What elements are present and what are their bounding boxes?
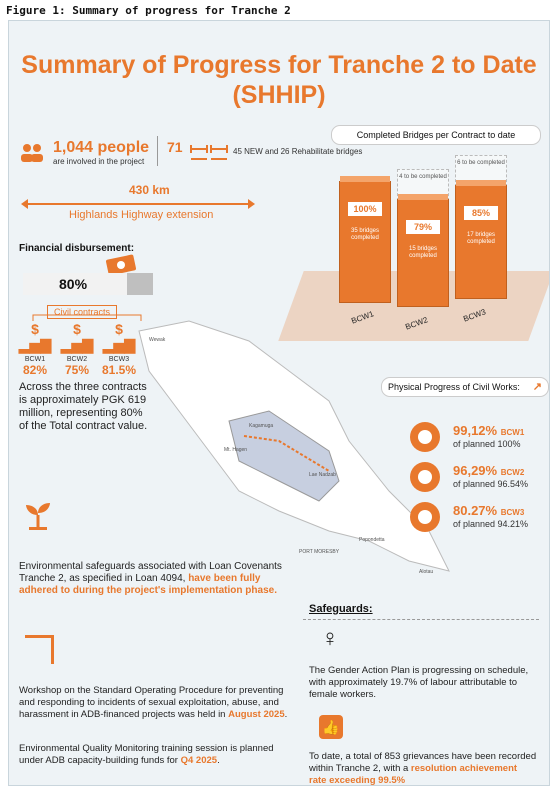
- contract-bcw3: $ ▂▅▇ BCW3 81.5%: [99, 321, 139, 377]
- svg-text:Mt. Hagen: Mt. Hagen: [224, 447, 248, 453]
- bridges-chart-title: Completed Bridges per Contract to date: [331, 125, 541, 145]
- financial-text: Across the three contracts is approximately PGK 619 million, representing 80% of the Total contract value.: [19, 381, 148, 432]
- training-text: Environmental Quality Monitoring training session is planned under ADB capacity-building funds for Q4 2025.: [19, 743, 274, 766]
- highway-km: 430 km: [129, 183, 170, 197]
- png-map: [129, 311, 459, 601]
- bcw2-bar: 79% 15 bridges completed: [397, 199, 449, 307]
- main-title: Summary of Progress for Tranche 2 to Date: [21, 51, 537, 79]
- bridges-count: 71: [167, 139, 183, 155]
- grievance-text: To date, a total of 853 grievances have been recorded within Tranche 2, with a resolution achievement rate exceeding 99.5%: [309, 751, 537, 786]
- safeguards-heading: Safeguards:: [309, 603, 373, 615]
- environment-text: Environmental safeguards associated with Loan Covenants Tranche 2, as specified in Loan 4094, have been fully adhered to during the project's implementation phase.: [19, 561, 282, 596]
- presentation-icon: [25, 635, 54, 664]
- bcw3-bar: 85% 17 bridges completed: [455, 185, 507, 299]
- svg-text:Lae Nadzab: Lae Nadzab: [309, 472, 336, 478]
- people-count: 1,044 people: [53, 139, 150, 156]
- svg-text:Kagamuga: Kagamuga: [249, 423, 274, 429]
- divider: [157, 136, 158, 166]
- bar-chart-icon: $ ▂▅▇: [60, 321, 94, 353]
- financial-progress-bar: [23, 273, 153, 295]
- bcw3-label: BCW3: [462, 307, 487, 324]
- people-icon: [19, 143, 45, 163]
- divider: [303, 619, 539, 621]
- civil-contracts-label: Civil contracts: [47, 305, 117, 319]
- infographic-panel: Summary of Progress for Tranche 2 to Date (SHHIP) 1,044 people are involved in the project 71 45 NEW and 26 Rehabilitate bridges 430 km Highlands Highway extension Financial disbursement: 80% Civil contracts $ ▂▅▇ BCW1 82% $ ▂▅▇ BCW2 75% $ ▂▅▇ BCW3 81.5% Across the three contracts is approximately PGK 619 million, representing 80% of the Total contract value. Completed Bridges per Contract to date 4 to be completed 6 to be completed 100% 35 bridges completed 79% 15 bridges completed 85% 17 bridges completed BCW1 BCW2 BCW3 Wewak Kagamuga Mt. Hagen Lae Nadzab PORT MORESBY Popondetta Alotau Physical Progress of Civil Works: ↗ 99,12% BCW1 of planned 100% 96,29% BCW2 of planned 96.54% 80.27% BCW3 of planned 94.21% Environmental safeguards associated with Loan Covenants Tranche 2, as specified in Loan 4094, have been fully adhered to during the project's implementation phase. Workshop on the Standard Operating Procedure for preventing and responding to incidents of sexual exploitation, abuse, and harassment in ADB-financed projects was held in August 2025. Environmental Quality Monitoring training session is planned under ADB capacity-building funds for Q4 2025. Safeguards: ♀ The Gender Action Plan is progressing on schedule, with approximately 19.7% of labour attributable to female workers. 👍 To date, a total of 853 grievances have been recorded within Tranche 2, with a resolution achievement rate exceeding 99.5%: [8, 20, 550, 786]
- contract-bcw1: $ ▂▅▇ BCW1 82%: [15, 321, 55, 377]
- donut-icon: [407, 459, 443, 495]
- bridges-text: 45 NEW and 26 Rehabilitate bridges: [233, 147, 363, 156]
- bar-chart-icon: $ ▂▅▇: [18, 321, 52, 353]
- contract-bcw2: $ ▂▅▇ BCW2 75%: [57, 321, 97, 377]
- thumbs-up-icon: 👍: [319, 715, 343, 739]
- main-subtitle: (SHHIP): [232, 81, 326, 109]
- workshop-text: Workshop on the Standard Operating Procedure for preventing and responding to incidents of sexual exploitation, abuse, and harassment in ADB-financed projects was held in August 2025.: [19, 685, 288, 720]
- bar-chart-icon: $ ▂▅▇: [102, 321, 136, 353]
- bcw3-remaining: 6 to be completed: [455, 155, 507, 187]
- svg-text:PORT MORESBY: PORT MORESBY: [299, 549, 340, 555]
- people-text: are involved in the project: [53, 157, 145, 166]
- physical-progress-title: Physical Progress of Civil Works: ↗: [381, 377, 549, 397]
- figure-title: Figure 1: Summary of progress for Tranche 2: [6, 4, 291, 17]
- donut-icon: [407, 499, 443, 535]
- bcw1-label: BCW1: [350, 309, 375, 326]
- bcw2-label: BCW2: [404, 315, 429, 332]
- financial-heading: Financial disbursement:: [19, 243, 135, 254]
- highway-label: Highlands Highway extension: [69, 209, 214, 221]
- bcw1-bar: 100% 35 bridges completed: [339, 181, 391, 303]
- gender-text: The Gender Action Plan is progressing on schedule, with approximately 19.7% of labour attributable to female workers.: [309, 665, 529, 700]
- double-arrow-icon: [23, 203, 253, 205]
- bcw2-remaining: 4 to be completed: [397, 169, 449, 201]
- svg-text:Wewak: Wewak: [149, 337, 166, 343]
- seedling-icon: [23, 501, 53, 538]
- svg-text:Alotau: Alotau: [419, 569, 434, 575]
- bridge-icon: [189, 141, 229, 161]
- financial-overall: 80%: [59, 276, 88, 292]
- donut-icon: [407, 419, 443, 455]
- trend-up-icon: ↗: [532, 381, 542, 393]
- svg-text:Popondetta: Popondetta: [359, 537, 385, 543]
- female-symbol-icon: ♀: [321, 625, 339, 652]
